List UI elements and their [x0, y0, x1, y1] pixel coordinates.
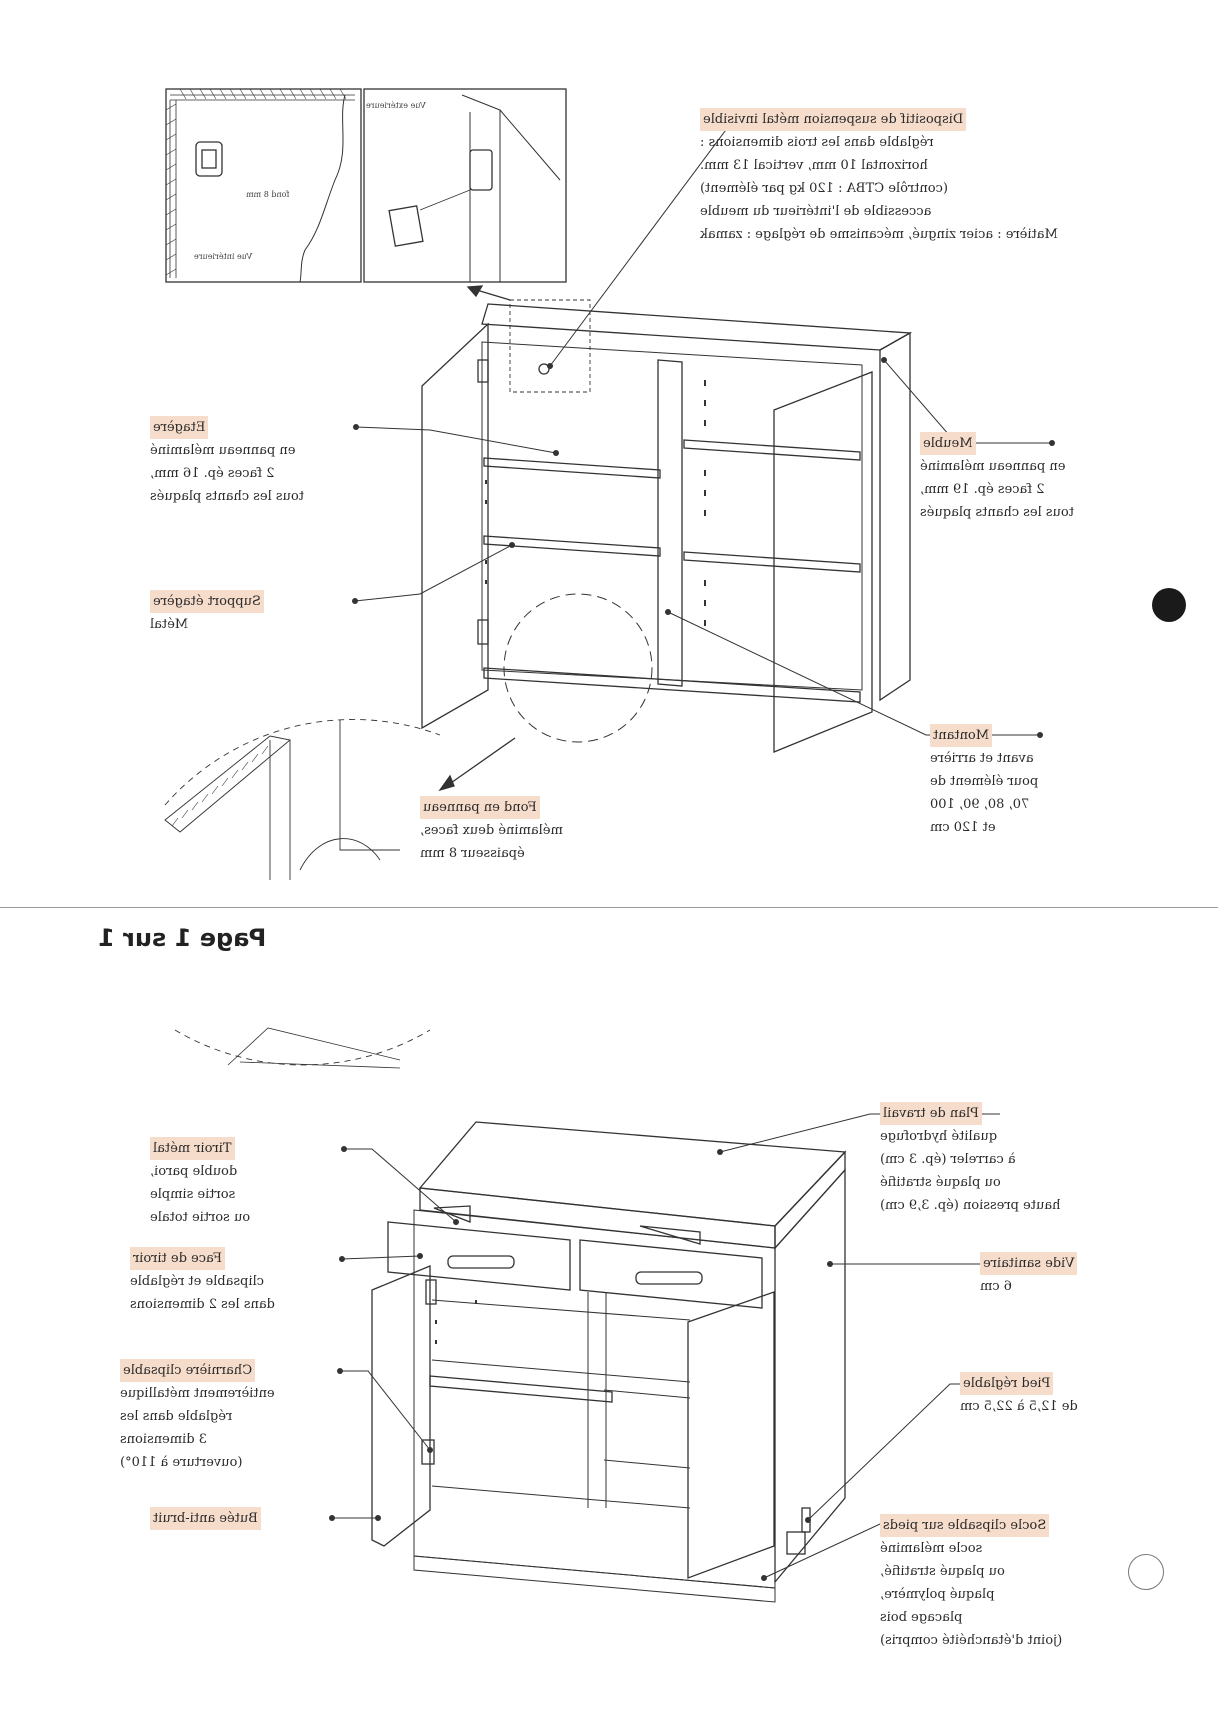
callout-title: Montant — [930, 724, 992, 747]
callout-title: Plan de travail — [880, 1102, 982, 1125]
callout-line: tous les chants plaqués — [920, 505, 1074, 520]
callout-line: plaqué polymère, — [880, 1587, 995, 1602]
callout-title: Dispositif de suspension métal invisible — [700, 108, 966, 131]
cabinet-page1 — [422, 300, 910, 752]
callout-butee — [150, 1507, 326, 1530]
callout-line: 2 faces ép. 16 mm, — [150, 466, 275, 481]
callout-line: épaisseur 8 mm — [420, 846, 525, 861]
callout-line: en panneau mélaminé — [150, 443, 296, 458]
callout-line: clipsable et réglable — [130, 1274, 265, 1289]
callout-line: avant et arrière — [930, 751, 1034, 766]
callout-line: 2 faces ép. 19 mm, — [920, 482, 1045, 497]
punch-hole-outline — [1128, 1554, 1164, 1590]
inset-label-interior: Vue intérieure — [194, 252, 253, 261]
callout-title: Face de tiroir — [130, 1247, 225, 1270]
callout-line: ou plaqué stratifié — [880, 1175, 1001, 1190]
callout-line: Métal — [150, 617, 189, 632]
callout-pied — [960, 1372, 1110, 1418]
callout-line: qualité hydrofuge — [880, 1129, 998, 1144]
callout-montant — [930, 724, 1116, 839]
callout-title: Socle clipsable sur pieds — [880, 1514, 1049, 1537]
inset-label-exterior: Vue extérieure — [366, 101, 426, 110]
callout-line: ou sortie totale — [150, 1210, 251, 1225]
callout-line: horizontal 10 mm, vertical 13 mm. — [700, 158, 928, 173]
callout-line: socle mélaminé — [880, 1541, 983, 1556]
callout-line: accessible de l'intérieur du meuble — [700, 204, 932, 219]
callout-line: ou plaqué stratifié, — [880, 1564, 1005, 1579]
callout-title: Vide sanitaire — [980, 1252, 1077, 1275]
inset-exterior-view — [364, 89, 566, 282]
callout-title: Etagère — [150, 416, 208, 439]
cabinet-page2 — [372, 1122, 845, 1602]
callout-title: Tiroir métal — [150, 1137, 235, 1160]
callout-line: 3 dimensions — [120, 1432, 207, 1447]
callout-plan-de-travail — [880, 1102, 1110, 1217]
callout-meuble — [920, 432, 1120, 524]
inset-label-fond: fond 8 mm — [246, 190, 290, 199]
callout-tiroir — [150, 1137, 340, 1229]
fond-detail — [165, 720, 400, 880]
callout-charniere — [120, 1359, 334, 1474]
callout-line: à carreler (ép. 3 cm) — [880, 1152, 1016, 1167]
callout-etagere — [150, 416, 350, 508]
callout-line: dans les 2 dimensions — [130, 1297, 275, 1312]
callout-fond — [420, 796, 606, 865]
callout-line: (contrôle CTBA : 120 kg par élément) — [700, 181, 948, 196]
callout-suspension — [700, 108, 1126, 246]
callout-line: mélaminé deux faces, — [420, 823, 563, 838]
page-number: Page 1 sur 1 — [98, 924, 267, 952]
callout-title: Fond en panneau — [420, 796, 540, 819]
callout-face-tiroir — [130, 1247, 338, 1316]
callout-line: tous les chants plaqués — [150, 489, 304, 504]
callout-support — [150, 590, 350, 636]
callout-line: double paroi, — [150, 1164, 238, 1179]
callout-line: placage bois — [880, 1610, 963, 1625]
callout-title: Charnière clipsable — [120, 1359, 255, 1382]
callout-title: Pied réglable — [960, 1372, 1053, 1395]
callout-socle — [880, 1514, 1102, 1652]
callout-line: 70, 80, 90, 100 — [930, 797, 1030, 812]
callout-line: entièrement métallique — [120, 1386, 275, 1401]
callout-line: réglable dans les — [120, 1409, 233, 1424]
callout-title: Meuble — [920, 432, 976, 455]
callout-line: pour élément de — [930, 774, 1039, 789]
callout-line: Matière : acier zingué, mécanisme de réglage : zamak — [700, 227, 1058, 242]
page-separator — [0, 907, 1218, 908]
callout-line: et 120 cm — [930, 820, 996, 835]
callout-line: de 12,5 à 22,5 cm — [960, 1399, 1078, 1414]
punch-hole-filled — [1152, 588, 1186, 622]
callout-line: sortie simple — [150, 1187, 236, 1202]
callout-line: (joint d'étanchéité compris) — [880, 1633, 1063, 1648]
callout-vide-sanitaire — [980, 1252, 1110, 1298]
callout-line: haute pression (ép. 3,9 cm) — [880, 1198, 1061, 1213]
callout-title: Butée anti-bruit — [150, 1507, 261, 1530]
callout-line: (ouverture à 110°) — [120, 1455, 243, 1470]
callout-line: en panneau mélaminé — [920, 459, 1066, 474]
callout-line: réglable dans les trois dimensions : — [700, 135, 934, 150]
callout-line: 6 cm — [980, 1279, 1013, 1294]
callout-title: Support étagère — [150, 590, 264, 613]
